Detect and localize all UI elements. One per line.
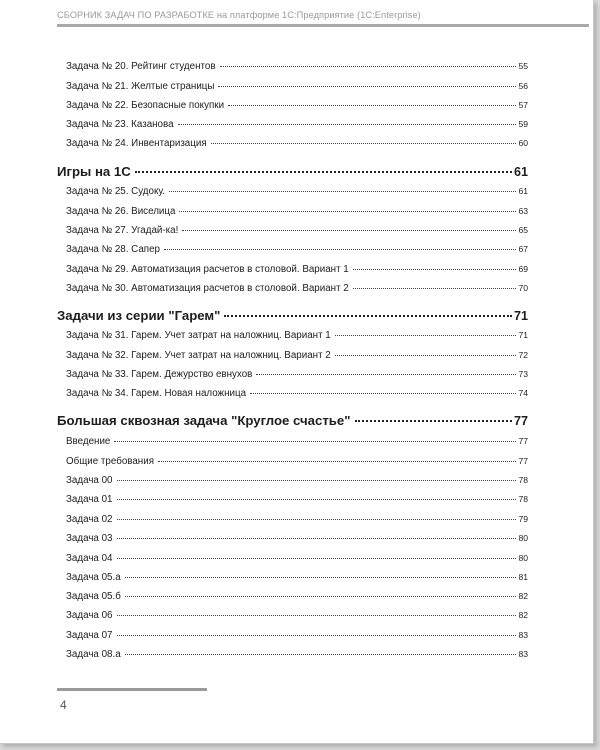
toc-entry-page: 55	[518, 61, 528, 71]
toc-entry	[66, 244, 528, 258]
toc-entry-label: Задача 02	[66, 514, 113, 525]
toc-entry-label: Задача 06	[66, 610, 113, 621]
toc-entry-page: 71	[518, 330, 528, 340]
toc-entry	[66, 494, 528, 508]
page-number: 4	[60, 698, 67, 712]
toc-entry	[66, 206, 528, 220]
toc-entry-label: Задача 03	[66, 533, 113, 544]
dot-leader	[125, 577, 517, 578]
toc-entry-page: 72	[518, 350, 528, 360]
toc-entry-label: Задача № 24. Инвентаризация	[66, 138, 207, 149]
dot-leader	[117, 635, 517, 636]
toc-entry	[66, 572, 528, 586]
toc-entry-page: 82	[518, 610, 528, 620]
dot-leader	[117, 480, 517, 481]
toc-entry	[66, 283, 528, 297]
toc-entry	[66, 138, 528, 152]
toc-section-heading	[57, 413, 528, 431]
toc-entry-label: Задача № 21. Желтые страницы	[66, 81, 215, 92]
dot-leader	[135, 171, 512, 173]
toc-entry	[66, 225, 528, 239]
toc-entry	[66, 514, 528, 528]
toc-entry-label: Задача № 22. Безопасные покупки	[66, 100, 225, 111]
toc-section-title: Игры на 1С	[57, 164, 131, 179]
toc-entry-page: 65	[518, 225, 528, 235]
dot-leader	[164, 249, 516, 250]
toc-entry	[66, 81, 528, 95]
toc-entry-page: 67	[518, 244, 528, 254]
toc-section-title: Задачи из серии "Гарем"	[57, 308, 221, 323]
toc-entry-page: 83	[518, 630, 528, 640]
toc-entry-page: 82	[518, 591, 528, 601]
toc-entry	[66, 630, 528, 644]
toc-entry	[66, 350, 528, 364]
toc-entry-page: 57	[518, 100, 528, 110]
toc-entry-label: Задача № 33. Гарем. Дежурство евнухов	[66, 369, 253, 380]
toc-entry	[66, 100, 528, 114]
toc-entry	[66, 61, 528, 75]
dot-leader	[335, 355, 517, 356]
dot-leader	[117, 499, 517, 500]
dot-leader	[158, 461, 516, 462]
toc-entry-label: Задача № 23. Казанова	[66, 119, 174, 130]
toc-entry	[66, 369, 528, 383]
dot-leader	[220, 66, 517, 67]
toc-entry-label: Введение	[66, 436, 111, 447]
dot-leader	[353, 288, 517, 289]
running-header: СБОРНИК ЗАДАЧ ПО РАЗРАБОТКЕ на платформе 1С:Предприятие (1С:Enterprise)	[57, 10, 421, 20]
toc-entry-label: Задача № 26. Виселица	[66, 206, 176, 217]
toc-entry-page: 78	[518, 494, 528, 504]
toc-entry-page: 80	[518, 533, 528, 543]
dot-leader	[182, 230, 516, 231]
toc-entry	[66, 264, 528, 278]
dot-leader	[178, 124, 517, 125]
toc-entry-label: Задача № 28. Сапер	[66, 244, 160, 255]
dot-leader	[355, 420, 512, 422]
dot-leader	[117, 538, 517, 539]
header-rule	[57, 24, 589, 27]
toc-entry-page: 70	[518, 283, 528, 293]
dot-leader	[117, 558, 517, 559]
toc-entry	[66, 475, 528, 489]
toc-entry	[66, 610, 528, 624]
toc-entry-label: Задача № 31. Гарем. Учет затрат на наложниц. Вариант 1	[66, 330, 331, 341]
toc-entry-label: Задача № 30. Автоматизация расчетов в столовой. Вариант 2	[66, 283, 349, 294]
toc-entry-label: Задача 05.а	[66, 572, 121, 583]
footer-rule	[57, 688, 207, 691]
dot-leader	[335, 335, 517, 336]
toc-entry-page: 80	[518, 553, 528, 563]
toc-entry	[66, 456, 528, 470]
toc-entry-label: Задача № 32. Гарем. Учет затрат на наложниц. Вариант 2	[66, 350, 331, 361]
dot-leader	[169, 191, 516, 192]
dot-leader	[250, 393, 516, 394]
toc-entry	[66, 436, 528, 450]
dot-leader	[114, 441, 516, 442]
toc-entry-page: 77	[518, 456, 528, 466]
toc-entry	[66, 533, 528, 547]
toc-entry	[66, 186, 528, 200]
dot-leader	[353, 269, 517, 270]
toc-entry	[66, 649, 528, 663]
dot-leader	[125, 596, 517, 597]
toc-entry-label: Задача № 25. Судоку.	[66, 186, 166, 197]
toc-entry-page: 69	[518, 264, 528, 274]
toc-entry-label: Задача № 20. Рейтинг студентов	[66, 61, 216, 72]
toc-entry-page: 59	[518, 119, 528, 129]
toc-entry-label: Задача 05.б	[66, 591, 121, 602]
toc-entry-page: 56	[518, 81, 528, 91]
dot-leader	[179, 211, 516, 212]
toc-entry-label: Общие требования	[66, 456, 154, 467]
toc-entry-label: Задача 04	[66, 553, 113, 564]
toc-entry-page: 61	[518, 186, 528, 196]
toc-entry-label: Задача № 34. Гарем. Новая наложница	[66, 388, 247, 399]
toc-entry-label: Задача № 29. Автоматизация расчетов в столовой. Вариант 1	[66, 264, 349, 275]
toc-entry-label: Задача 00	[66, 475, 113, 486]
dot-leader	[125, 654, 517, 655]
toc-entry	[66, 388, 528, 402]
dot-leader	[256, 374, 516, 375]
toc-entry-label: Задача 08.а	[66, 649, 121, 660]
toc-section-page: 77	[513, 414, 528, 428]
toc-entry-page: 83	[518, 649, 528, 659]
toc-entry-page: 73	[518, 369, 528, 379]
toc-section-page: 61	[513, 165, 528, 179]
dot-leader	[228, 105, 516, 106]
toc-section-title: Большая сквозная задача "Круглое счастье"	[57, 413, 351, 428]
dot-leader	[224, 315, 512, 317]
dot-leader	[218, 86, 516, 87]
toc-entry-page: 77	[518, 436, 528, 446]
toc-entry	[66, 553, 528, 567]
toc-entry-page: 81	[518, 572, 528, 582]
toc-entry-page: 74	[518, 388, 528, 398]
toc-entry-label: Задача 01	[66, 494, 113, 505]
toc-entry-label: Задача № 27. Угадай-ка!	[66, 225, 179, 236]
toc-section-heading	[57, 308, 528, 326]
toc-entry-page: 63	[518, 206, 528, 216]
toc-entry-page: 79	[518, 514, 528, 524]
toc-section-page: 71	[513, 309, 528, 323]
toc-section-heading	[57, 164, 528, 182]
dot-leader	[211, 143, 517, 144]
toc-entry	[66, 119, 528, 133]
toc-entry-label: Задача 07	[66, 630, 113, 641]
dot-leader	[117, 615, 517, 616]
toc-entry	[66, 591, 528, 605]
toc-entry-page: 78	[518, 475, 528, 485]
toc-entry	[66, 330, 528, 344]
dot-leader	[117, 519, 517, 520]
toc-entry-page: 60	[518, 138, 528, 148]
